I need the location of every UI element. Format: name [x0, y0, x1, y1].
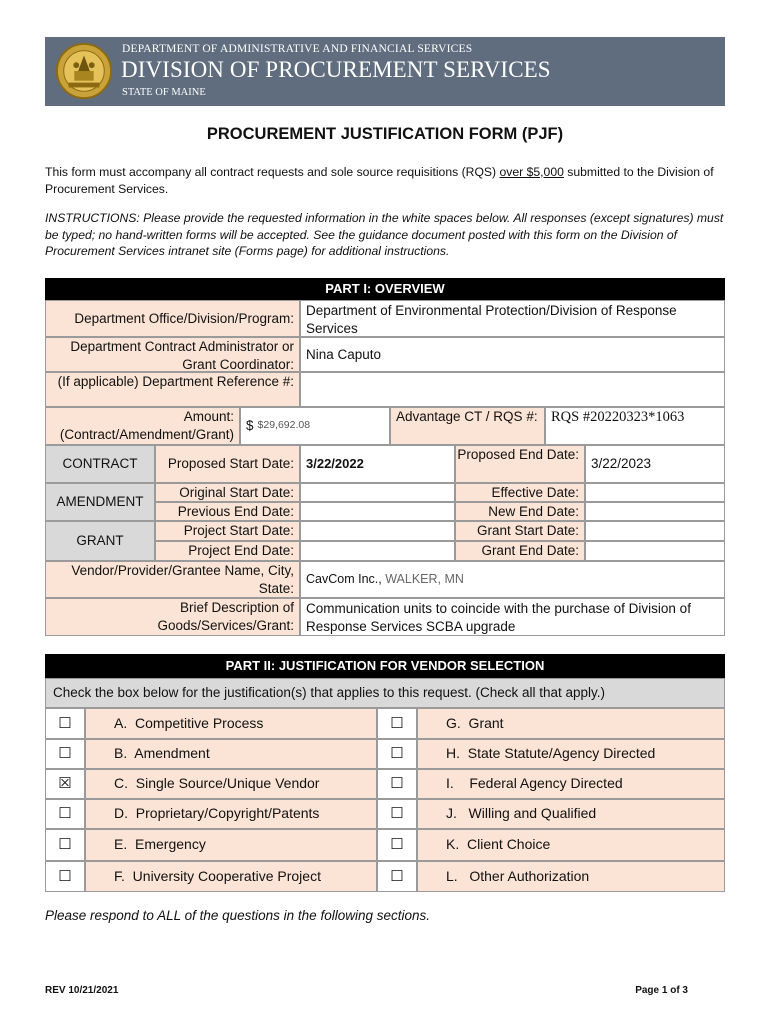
- grant-label: GRANT: [45, 521, 155, 561]
- description-field[interactable]: Communication units to coincide with the purchase of Division of Response Services SCBA upgrade: [300, 598, 725, 636]
- part2-header: PART II: JUSTIFICATION FOR VENDOR SELECTION: [45, 654, 725, 678]
- intro-before: This form must accompany all contract requests and sole source requisitions (RQS): [45, 165, 500, 179]
- banner-state: STATE OF MAINE: [122, 87, 206, 98]
- advantage-field[interactable]: RQS #20220323*1063: [545, 407, 725, 445]
- checkbox-option-b[interactable]: ☐: [45, 739, 85, 769]
- vendor-name: CavCom Inc.,: [306, 571, 382, 586]
- admin-field[interactable]: Nina Caputo: [300, 337, 725, 372]
- checkbox-option-j[interactable]: ☐: [377, 799, 417, 829]
- option-label-e: E. Emergency: [85, 829, 377, 861]
- project-start-field[interactable]: [300, 521, 455, 541]
- option-label-i: I. Federal Agency Directed: [417, 769, 725, 799]
- new-end-label: New End Date:: [455, 502, 585, 521]
- state-seal-icon: [55, 41, 113, 101]
- part2-subheader: Check the box below for the justification(s) that applies to this request. (Check all that apply.): [45, 678, 725, 708]
- grant-start-field[interactable]: [585, 521, 725, 541]
- option-label-j: J. Willing and Qualified: [417, 799, 725, 829]
- page-number: Page 1 of 3: [635, 985, 688, 996]
- respond-note: Please respond to ALL of the questions in the following sections.: [45, 908, 431, 923]
- option-label-h: H. State Statute/Agency Directed: [417, 739, 725, 769]
- checkbox-option-k[interactable]: ☐: [377, 829, 417, 861]
- option-label-l: L. Other Authorization: [417, 861, 725, 892]
- original-start-label: Original Start Date:: [155, 483, 300, 502]
- checkbox-option-e[interactable]: ☐: [45, 829, 85, 861]
- checkbox-option-i[interactable]: ☐: [377, 769, 417, 799]
- checkbox-option-d[interactable]: ☐: [45, 799, 85, 829]
- vendor-city: WALKER, MN: [381, 571, 464, 586]
- checkbox-option-a[interactable]: ☐: [45, 708, 85, 739]
- revision-date: REV 10/21/2021: [45, 985, 119, 996]
- intro-threshold: over $5,000: [499, 165, 564, 179]
- checkbox-option-g[interactable]: ☐: [377, 708, 417, 739]
- amount-label: Amount: (Contract/Amendment/Grant): [45, 407, 240, 445]
- checkbox-option-f[interactable]: ☐: [45, 861, 85, 892]
- ref-field[interactable]: [300, 372, 725, 407]
- part1-header: PART I: OVERVIEW: [45, 278, 725, 300]
- dept-field[interactable]: Department of Environmental Protection/Division of Response Services: [300, 300, 725, 337]
- option-label-c: C. Single Source/Unique Vendor: [85, 769, 377, 799]
- amount-field[interactable]: [240, 407, 390, 445]
- option-label-g: G. Grant: [417, 708, 725, 739]
- option-label-f: F. University Cooperative Project: [85, 861, 377, 892]
- grant-end-field[interactable]: [585, 541, 725, 561]
- amendment-label: AMENDMENT: [45, 483, 155, 521]
- option-label-b: B. Amendment: [85, 739, 377, 769]
- new-end-field[interactable]: [585, 502, 725, 521]
- form-title: PROCUREMENT JUSTIFICATION FORM (PJF): [206, 125, 564, 143]
- checkbox-option-h[interactable]: ☐: [377, 739, 417, 769]
- header-banner: [45, 37, 725, 106]
- intro-text: [45, 164, 727, 197]
- ref-label: (If applicable) Department Reference #:: [45, 372, 300, 407]
- amount-value: $29,692.08: [257, 419, 311, 432]
- option-label-k: K. Client Choice: [417, 829, 725, 861]
- description-label: Brief Description of Goods/Services/Grant:: [45, 598, 300, 636]
- proposed-start-label: Proposed Start Date:: [155, 445, 300, 483]
- contract-label: CONTRACT: [45, 445, 155, 483]
- project-start-label: Project Start Date:: [155, 521, 300, 541]
- grant-start-label: Grant Start Date:: [455, 521, 585, 541]
- project-end-field[interactable]: [300, 541, 455, 561]
- vendor-field[interactable]: [300, 561, 725, 598]
- dept-label: Department Office/Division/Program:: [45, 300, 300, 337]
- option-label-d: D. Proprietary/Copyright/Patents: [85, 799, 377, 829]
- effective-date-label: Effective Date:: [455, 483, 585, 502]
- project-end-label: Project End Date:: [155, 541, 300, 561]
- vendor-label: Vendor/Provider/Grantee Name, City, State:: [45, 561, 300, 598]
- original-start-field[interactable]: [300, 483, 455, 502]
- grant-end-label: Grant End Date:: [455, 541, 585, 561]
- instructions-text: INSTRUCTIONS: Please provide the requested information in the white spaces below. All responses (except signatures) must be typed; no hand-written forms will be accepted. See the guidance document posted with this form on the Division of Procurement Services intranet site (Forms page) for additional instructions.: [45, 211, 724, 258]
- proposed-end-label: Proposed End Date:: [455, 445, 585, 483]
- proposed-start-field[interactable]: 3/22/2022: [300, 445, 455, 483]
- advantage-label: Advantage CT / RQS #:: [390, 407, 545, 445]
- banner-department: DEPARTMENT OF ADMINISTRATIVE AND FINANCIAL SERVICES: [122, 43, 473, 55]
- effective-date-field[interactable]: [585, 483, 725, 502]
- previous-end-field[interactable]: [300, 502, 455, 521]
- checkbox-option-l[interactable]: ☐: [377, 861, 417, 892]
- proposed-end-field[interactable]: 3/22/2023: [585, 445, 725, 483]
- banner-division: DIVISION OF PROCUREMENT SERVICES: [121, 57, 551, 82]
- amount-prefix: $: [246, 418, 254, 434]
- option-label-a: A. Competitive Process: [85, 708, 377, 739]
- admin-label: Department Contract Administrator or Grant Coordinator:: [45, 337, 300, 372]
- previous-end-label: Previous End Date:: [155, 502, 300, 521]
- checkbox-option-c[interactable]: ☒: [45, 769, 85, 799]
- intro-after: submitted to the Division of Procurement Services.: [45, 165, 714, 196]
